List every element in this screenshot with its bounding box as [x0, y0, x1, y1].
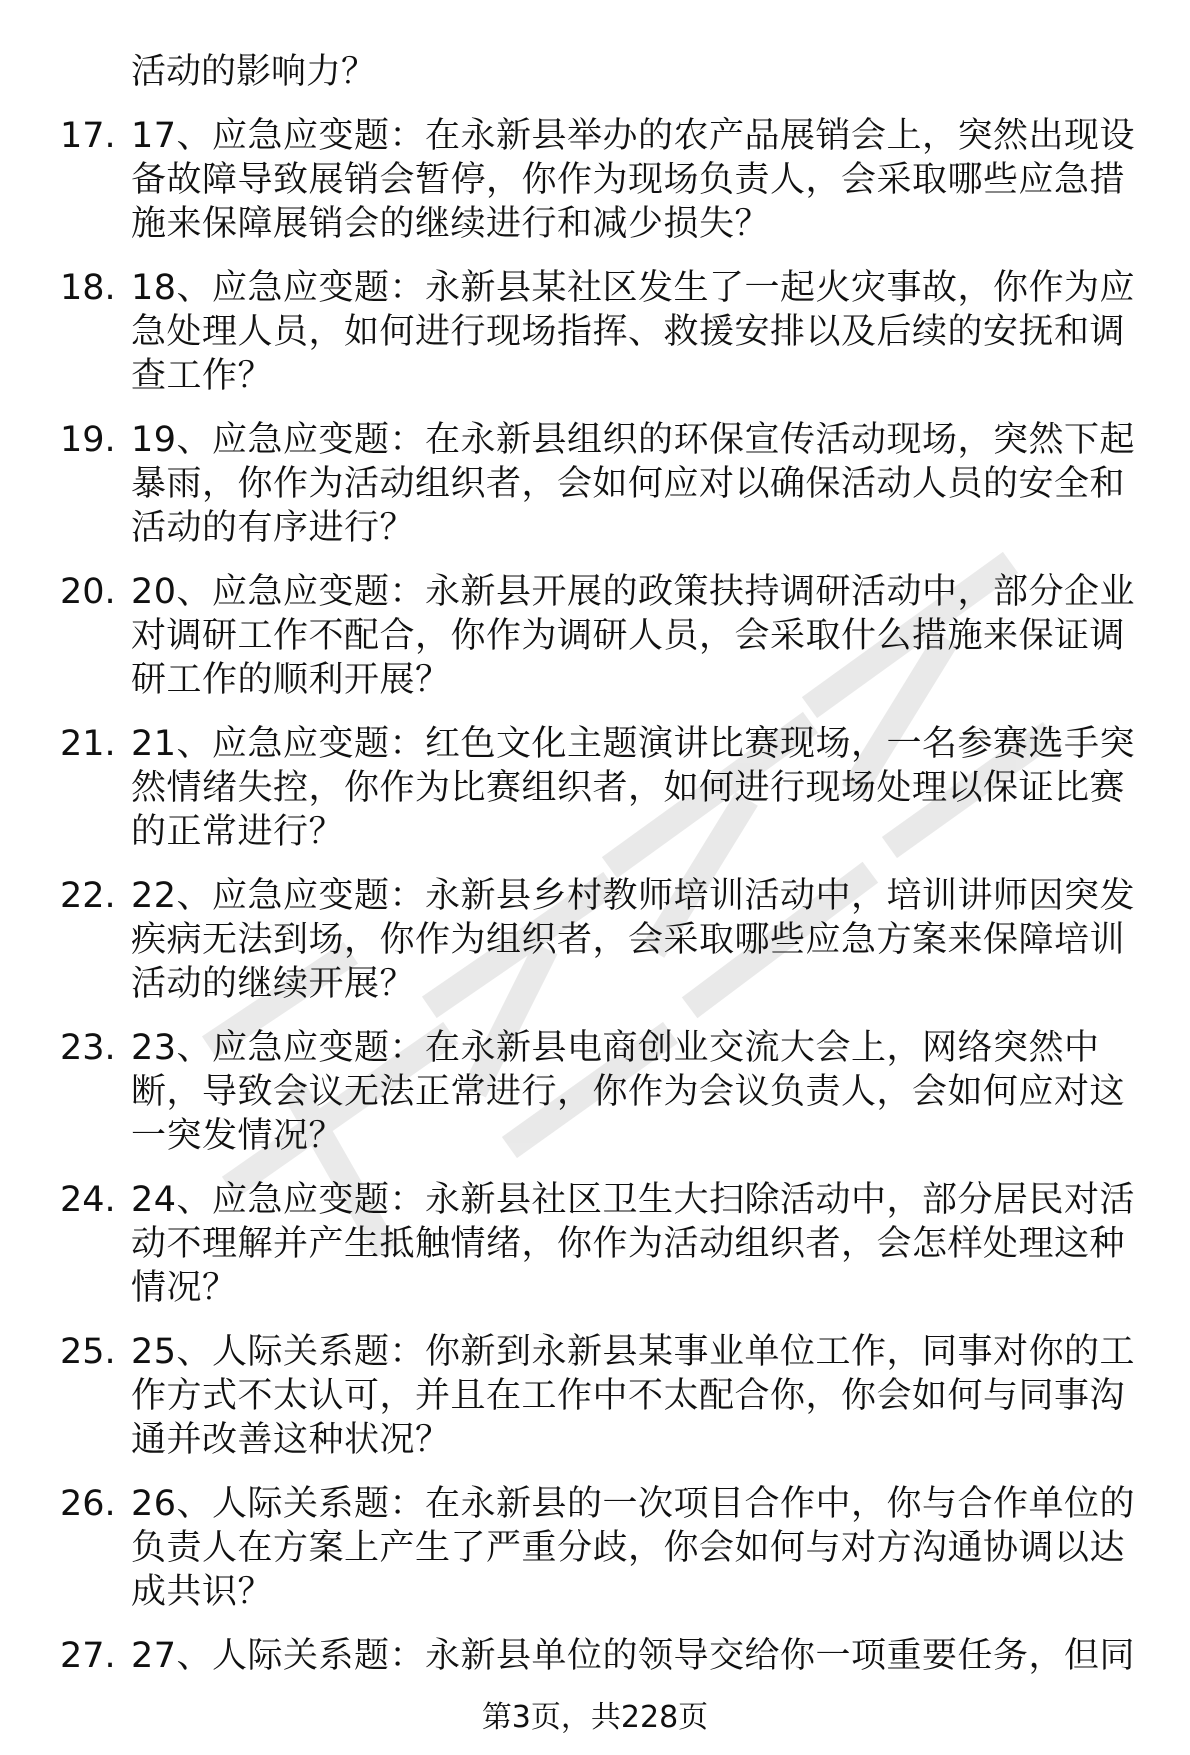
item-number: 18.	[60, 268, 116, 308]
list-item	[0, 722, 1190, 854]
item-number: 21.	[60, 724, 116, 764]
list-item	[0, 1482, 1190, 1614]
item-number: 25.	[60, 1332, 116, 1372]
item-text: 20、应急应变题：永新县开展的政策扶持调研活动中，部分企业对调研工作不配合，你作为调研人员，会采取什么措施来保证调研工作的顺利开展？	[131, 572, 1136, 700]
question-list	[0, 114, 1190, 1698]
item-text: 26、人际关系题：在永新县的一次项目合作中，你与合作单位的负责人在方案上产生了严重分歧，你会如何与对方沟通协调以达成共识？	[131, 1484, 1136, 1612]
item-text: 21、应急应变题：红色文化主题演讲比赛现场，一名参赛选手突然情绪失控，你作为比赛组织者，如何进行现场处理以保证比赛的正常进行？	[131, 724, 1136, 852]
list-item	[0, 266, 1190, 398]
item-text: 24、应急应变题：永新县社区卫生大扫除活动中，部分居民对活动不理解并产生抵触情绪，你作为活动组织者，会怎样处理这种情况？	[131, 1180, 1136, 1308]
item-text: 25、人际关系题：你新到永新县某事业单位工作，同事对你的工作方式不太认可，并且在工作中不太配合你，你会如何与同事沟通并改善这种状况？	[131, 1332, 1136, 1460]
item-text: 17、应急应变题：在永新县举办的农产品展销会上，突然出现设备故障导致展销会暂停，你作为现场负责人，会采取哪些应急措施来保障展销会的继续进行和减少损失？	[131, 116, 1136, 244]
list-item	[0, 418, 1190, 550]
page-footer: 第3页，共228页	[481, 1700, 709, 1735]
list-item	[0, 1634, 1190, 1678]
item-number: 27.	[60, 1636, 116, 1676]
continuation-text: 活动的影响力？	[131, 52, 377, 92]
item-number: 17.	[60, 116, 116, 156]
item-number: 23.	[60, 1028, 116, 1068]
list-item	[0, 1330, 1190, 1462]
item-text: 19、应急应变题：在永新县组织的环保宣传活动现场，突然下起暴雨，你作为活动组织者，会如何应对以确保活动人员的安全和活动的有序进行？	[131, 420, 1136, 548]
item-number: 20.	[60, 572, 116, 612]
item-text: 18、应急应变题：永新县某社区发生了一起火灾事故，你作为应急处理人员，如何进行现场指挥、救援安排以及后续的安抚和调查工作？	[131, 268, 1136, 396]
item-number: 19.	[60, 420, 116, 460]
item-text: 23、应急应变题：在永新县电商创业交流大会上，网络突然中断，导致会议无法正常进行，你作为会议负责人，会如何应对这一突发情况？	[131, 1028, 1126, 1156]
item-text: 22、应急应变题：永新县乡村教师培训活动中，培训讲师因突发疾病无法到场，你作为组织者，会采取哪些应急方案来保障培训活动的继续开展？	[131, 876, 1136, 1004]
list-item	[0, 1026, 1190, 1158]
item-number: 22.	[60, 876, 116, 916]
list-item	[0, 114, 1190, 246]
list-item	[0, 570, 1190, 702]
item-number: 24.	[60, 1180, 116, 1220]
list-item	[0, 1178, 1190, 1310]
item-number: 26.	[60, 1484, 116, 1524]
list-item	[0, 874, 1190, 1006]
item-text: 27、人际关系题：永新县单位的领导交给你一项重要任务，但同	[131, 1636, 1136, 1676]
